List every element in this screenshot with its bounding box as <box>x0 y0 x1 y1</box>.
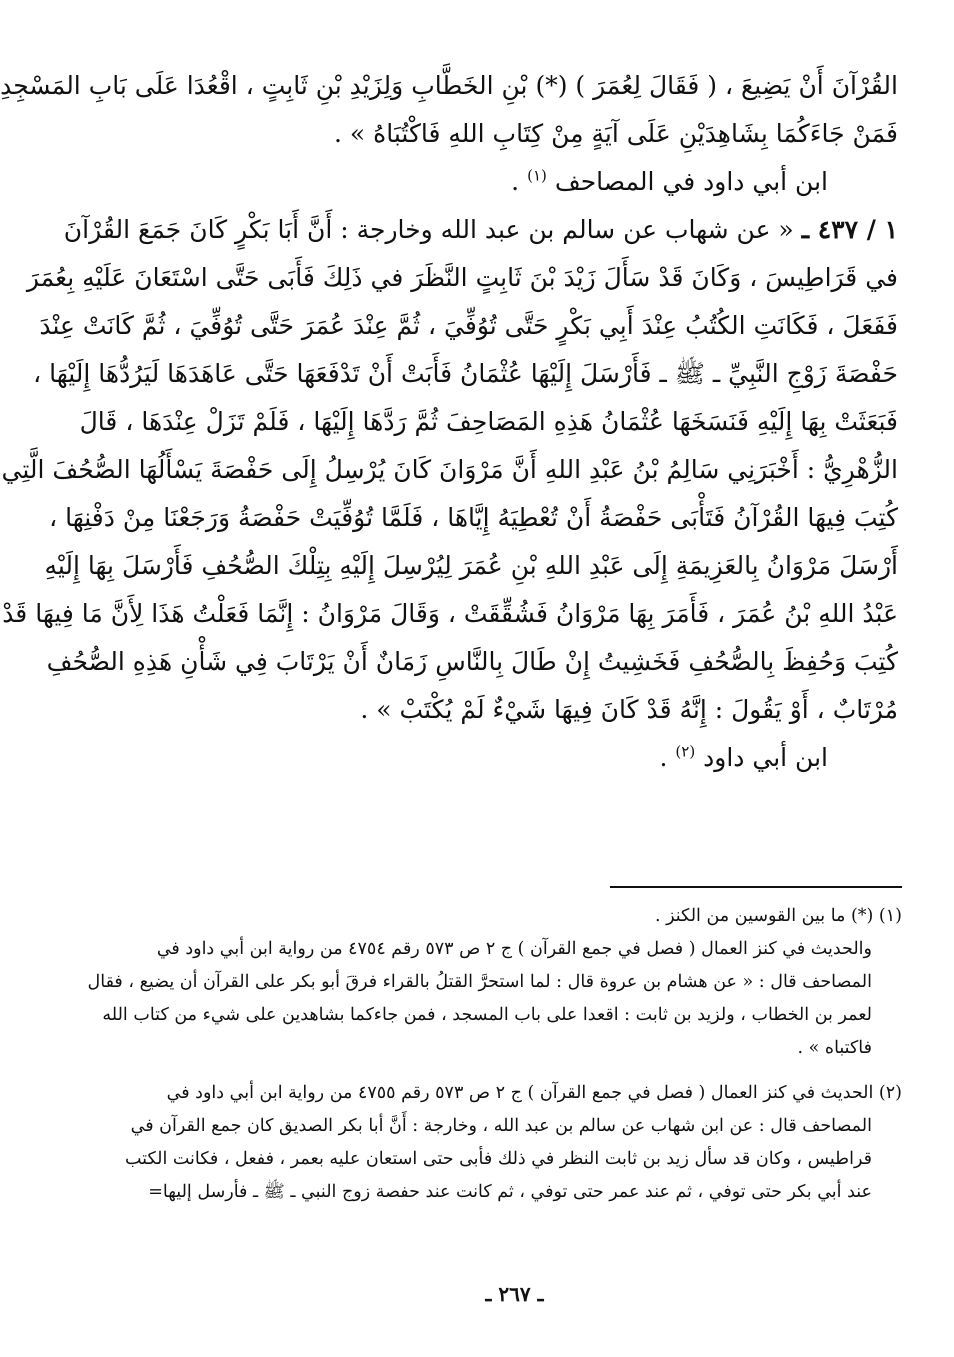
text-line: حَفْصَةَ زَوْجِ النَّبِيِّ ـ ﷺ ـ فَأَرْسَلَ إِلَيْهَا عُثْمَانُ فَأَبَتْ أَنْ تَدْفَعَهَا حَتَّى عَاهَدَهَا لَيَرُدُّهَا إِلَيْهَا ، <box>33 359 898 388</box>
footnote-line: لعمر بن الخطاب ، ولزيد بن ثابت : اقعدا على باب المسجد ، فمن جاءكما بشاهدين على شيء من كتاب الله <box>102 1005 872 1025</box>
footnote-line: والحديث في كنز العمال ( فصل في جمع القرآن ) ج ٢ ص ٥٧٣ رقم ٤٧٥٤ من رواية ابن أبي داود في <box>156 939 872 959</box>
text-line: القُرْآنَ أَنْ يَضِيعَ ، ( فَقَالَ لِعُمَرَ ) (*) بْنِ الخَطَّابِ وَلِزَيْدِ بْنِ ثَابِتٍ ، اقْعُدَا عَلَى بَابِ المَسْجِدِ <box>0 71 898 100</box>
text-line: فَبَعَثَتْ بِهَا إِلَيْهِ فَنَسَخَهَا عُثْمَانُ هَذِهِ المَصَاحِفَ ثُمَّ رَدَّهَا إِلَيْهَا ، فَلَمْ تَزَلْ عِنْدَهَا ، قَالَ <box>79 407 898 436</box>
footnote-line: المصاحف قال : عن ابن شهاب عن سالم بن عبد الله ، وخارجة : أَنَّ أبا بكر الصديق كان جمع القرآن في <box>130 1116 872 1136</box>
footnotes-block <box>87 900 902 1209</box>
text-line: أَرْسَلَ مَرْوَانُ بِالعَزِيمَةِ إِلَى عَبْدِ اللهِ بْنِ عُمَرَ لِيُرْسِلَ إِلَيْهِ بِتِلْكَ الصُّحُفِ فَأَرْسَلَ بِهَا إِلَيْهِ <box>44 551 898 580</box>
source-text: ابن أبي داود في المصاحف <box>554 167 828 196</box>
footnote-line: قراطيس ، وكان قد سأل زيد بن ثابت النظر في ذلك فأبى حتى استعان عليه بعمر ، ففعل ، فكانت الكتب <box>124 1149 872 1169</box>
footnote-ref[interactable]: (١) <box>527 166 547 185</box>
footnote-line: (٢) الحديث في كنز العمال ( فصل في جمع القرآن ) ج ٢ ص ٥٧٣ رقم ٤٧٥٥ من رواية ابن أبي داود في <box>166 1083 902 1103</box>
hadith-text: « عن شهاب عن سالم بن عبد الله وخارجة : أَنَّ أَبَا بَكْرٍ كَانَ جَمَعَ القُرْآنَ <box>63 215 794 244</box>
hadith-number: ١ / ٤٣٧ ـ <box>801 215 898 244</box>
hadith-first-line <box>63 206 898 254</box>
footnote-line: عند أبي بكر حتى توفي ، ثم عند عمر حتى توفي ، ثم كانت عند حفصة زوج النبي ـ ﷺ ـ فأرسل إليها= <box>148 1182 872 1202</box>
footnote-line: المصاحف قال : « عن هشام بن عروة قال : لما استحرَّ القتلُ بالقراء فرقَ أبو بكر على القرآن أن يضيع ، فقال <box>87 972 872 992</box>
source-citation <box>139 158 898 206</box>
text-line: فَفَعَلَ ، فَكَانَتِ الكُتُبُ عِنْدَ أَبِي بَكْرٍ حَتَّى تُوُفِّيَ ، ثُمَّ عِنْدَ عُمَرَ حَتَّى تُوُفِّيَ ، ثُمَّ كَانَتْ عِنْدَ <box>39 311 898 340</box>
page-number: ـ ٢٦٧ ـ <box>485 1282 544 1306</box>
footnote-divider <box>610 886 902 888</box>
text-line: فَمَنْ جَاءَكُمَا بِشَاهِدَيْنِ عَلَى آيَةٍ مِنْ كِتَابِ اللهِ فَاكْتُبَاهُ » . <box>334 119 898 148</box>
text-line: كُتِبَ فِيهَا القُرْآنُ فَتَأْبَى حَفْصَةُ أَنْ تُعْطِيَهُ إِيَّاهَا ، فَلَمَّا تُوُفِّيَتْ حَفْصَةُ وَرَجَعْنَا مِنْ دَفْنِهَا ، <box>49 503 898 532</box>
source-text: ابن أبي داود <box>703 743 828 772</box>
footnote-line: فاكتباه » . <box>797 1038 872 1058</box>
source-end: . <box>659 743 676 772</box>
footnote-line: (١) (*) ما بين القوسين من الكنز . <box>655 906 902 926</box>
text-line: كُتِبَ وَحُفِظَ بِالصُّحُفِ فَخَشِيتُ إِنْ طَالَ بِالنَّاسِ زَمَانٌ أَنْ يَرْتَابَ فِي شَأْنِ هَذِهِ الصُّحُفِ <box>46 647 898 676</box>
source-end: . <box>511 167 528 196</box>
text-line: الزُّهْرِيُّ : أَخْبَرَنِي سَالِمُ بْنُ عَبْدِ اللهِ أَنَّ مَرْوَانَ كَانَ يُرْسِلُ إِلَى حَفْصَةَ يَسْأَلُهَا الصُّحُفَ الَّتِي <box>1 455 898 484</box>
footnote-ref[interactable]: (٢) <box>675 742 696 761</box>
text-line: في قَرَاطِيسَ ، وَكَانَ قَدْ سَأَلَ زَيْدَ بْنَ ثَابِتٍ النَّظَرَ في ذَلِكَ فَأَبَى حَتَّى اسْتَعَانَ عَلَيْهِ بِعُمَرَ <box>26 263 898 292</box>
source-citation <box>139 734 898 782</box>
main-text-block <box>0 62 898 782</box>
text-line: مُرْتَابٌ ، أَوْ يَقُولَ : إِنَّهُ قَدْ كَانَ فِيهَا شَيْءٌ لَمْ يُكْتَبْ » . <box>360 695 898 724</box>
text-line: عَبْدُ اللهِ بْنُ عُمَرَ ، فَأَمَرَ بِهَا مَرْوَانُ فَشُقِّقَتْ ، وَقَالَ مَرْوَانُ : إِنَّمَا فَعَلْتُ هَذَا لِأَنَّ مَا فِيهَا قَدْ <box>2 599 898 628</box>
